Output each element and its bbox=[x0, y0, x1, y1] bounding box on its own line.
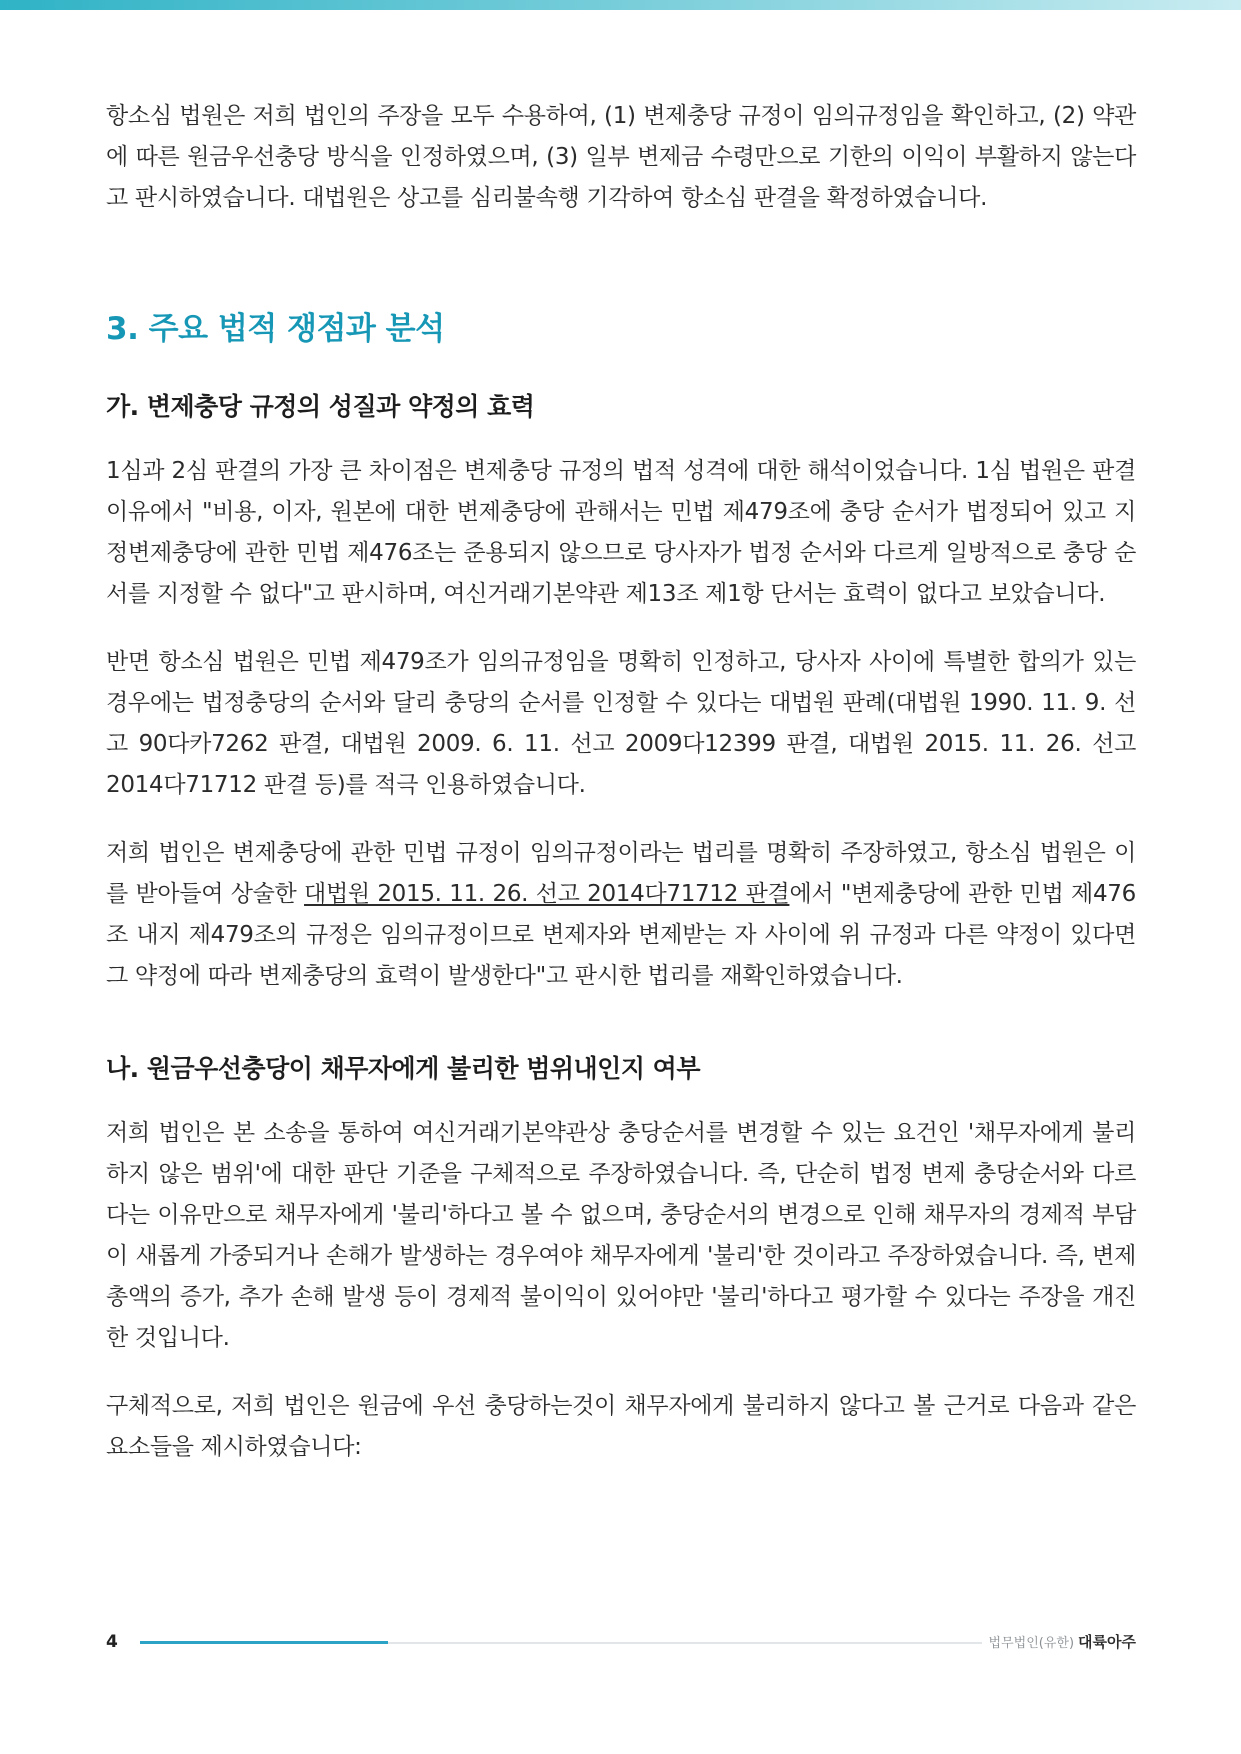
paragraph-b2: 구체적으로, 저희 법인은 원금에 우선 충당하는것이 채무자에게 불리하지 않다고 볼 근거로 다음과 같은 요소들을 제시하였습니다: bbox=[106, 1393, 1136, 1460]
paragraph-a3-pre: 저희 법인은 변제충당에 관한 민법 규정이 임의규정이라는 법리를 명확히 주장하였고, 항소심 법원은 이를 받아들여 상술한 bbox=[106, 840, 1136, 907]
paragraph-a3-post: 에서 "변제충당에 관한 민법 제476조 내지 제479조의 규정은 임의규정이므로 변제자와 변제받는 자 사이에 위 규정과 다른 약정이 있다면 그 약정에 따라 변제충당의 효력이 발생한다"고 판시한 법리를 재확인하였습니다. bbox=[106, 881, 1136, 989]
section-title: 3. 주요 법적 쟁점과 분석 bbox=[106, 311, 445, 347]
subsection-title-b: 나. 원금우선충당이 채무자에게 불리한 범위내인지 여부 bbox=[106, 1054, 700, 1083]
subsection-title-a: 가. 변제충당 규정의 성질과 약정의 효력 bbox=[106, 392, 535, 421]
paragraph-a1: 1심과 2심 판결의 가장 큰 차이점은 변제충당 규정의 법적 성격에 대한 해석이었습니다. 1심 법원은 판결이유에서 "비용, 이자, 원본에 대한 변제충당에 관해서는 민법 제479조에 충당 순서가 법정되어 있고 지정변제충당에 관한 민법 제476조는 준용되지 않으므로 당사자가 법정 순서와 다르게 일방적으로 충당 순서를 지정할 수 없다"고 판시하며, 여신거래기본약관 제13조 제1항 단서는 효력이 없다고 보았습니다. bbox=[106, 458, 1136, 607]
paragraph-b1: 저희 법인은 본 소송을 통하여 여신거래기본약관상 충당순서를 변경할 수 있는 요건인 '채무자에게 불리하지 않은 범위'에 대한 판단 기준을 구체적으로 주장하였습니다. 즉, 단순히 법정 변제 충당순서와 다르다는 이유만으로 채무자에게 '불리'하다고 볼 수 없으며, 충당순서의 변경으로 인해 채무자의 경제적 부담이 새롭게 가중되거나 손해가 발생하는 경우여야 채무자에게 '불리'한 것이라고 주장하였습니다. 즉, 변제총액의 증가, 추가 손해 발생 등이 경제적 불이익이 있어야만 '불리'하다고 평가할 수 있다는 주장을 개진한 것입니다. bbox=[106, 1120, 1136, 1351]
firm-logo-text bbox=[989, 1630, 1136, 1656]
paragraph-a3 bbox=[106, 833, 1136, 997]
page-footer bbox=[106, 1630, 1136, 1654]
page-content bbox=[106, 96, 1136, 1468]
footer-divider-accent bbox=[140, 1641, 388, 1644]
case-citation-link[interactable]: 대법원 2015. 11. 26. 선고 2014다71712 판결 bbox=[304, 881, 790, 907]
page-number: 4 bbox=[106, 1632, 118, 1652]
firm-prefix: 법무법인(유한) bbox=[988, 1636, 1075, 1651]
top-accent-bar bbox=[0, 0, 1241, 10]
intro-paragraph: 항소심 법원은 저희 법인의 주장을 모두 수용하여, (1) 변제충당 규정이 임의규정임을 확인하고, (2) 약관에 따른 원금우선충당 방식을 인정하였으며, (3) 일부 변제금 수령만으로 기한의 이익이 부활하지 않는다고 판시하였습니다. 대법원은 상고를 심리불속행 기각하여 항소심 판결을 확정하였습니다. bbox=[106, 103, 1136, 211]
paragraph-a2: 반면 항소심 법원은 민법 제479조가 임의규정임을 명확히 인정하고, 당사자 사이에 특별한 합의가 있는 경우에는 법정충당의 순서와 달리 충당의 순서를 인정할 수 있다는 대법원 판례(대법원 1990. 11. 9. 선고 90다카7262 판결, 대법원 2009. 6. 11. 선고 2009다12399 판결, 대법원 2015. 11. 26. 선고 2014다71712 판결 등)를 적극 인용하였습니다. bbox=[106, 649, 1136, 798]
firm-name: 대륙아주 bbox=[1078, 1633, 1136, 1651]
